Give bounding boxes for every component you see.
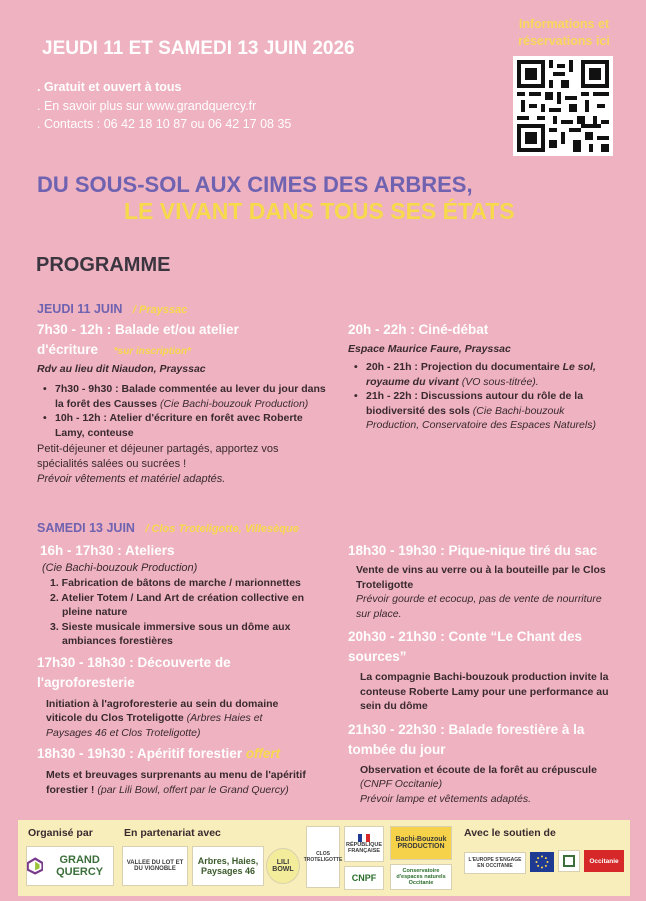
ateliers-sub: (Cie Bachi-bouzouk Production) — [42, 562, 198, 574]
logo-leader — [558, 850, 580, 872]
logo-vallee-du-lot: VALLEE DU LOT ET DU VIGNOBLE — [122, 846, 188, 886]
logo-cnpf: CNPF — [344, 866, 384, 890]
slot1-text-italic: Prévoir vêtements et matériel adaptés. — [37, 473, 226, 485]
slot1-sub: Rdv au lieu dit Niaudon, Prayssac — [37, 363, 206, 375]
balade-title-a: 21h30 - 22h30 : Balade forestière à la — [348, 721, 585, 737]
logo-conservatoire: Conservatoire d'espaces naturels Occitanie — [390, 864, 452, 890]
logo-europe: L'EUROPE S'ENGAGE EN OCCITANIE — [464, 852, 526, 874]
footer-organise: Organisé par — [28, 827, 93, 839]
logo-clos-troteligotte: CLOS TROTELIGOTTE — [306, 826, 340, 888]
balade-title-b: tombée du jour — [348, 741, 446, 757]
slot1-title-b-row — [37, 340, 327, 362]
list-item: • 21h - 22h : Discussions autour du rôle de la biodiversité des sols (Cie Bachi-bouzouk Production, Conservatoire des Espaces Naturels) — [354, 389, 618, 433]
list-item: 3. Sieste musicale immersive sous un dôme aux ambiances forestières — [50, 620, 291, 647]
saturday-day: SAMEDI 13 JUIN — [37, 521, 135, 535]
footer-partenariat: En partenariat avec — [124, 827, 221, 839]
conte-text: La compagnie Bachi-bouzouk production invite la conteuse Roberte Lamy pour une performance au sein du dôme — [360, 671, 609, 712]
leader-icon — [562, 854, 576, 868]
saturday-place: / Clos Troteligotte, Villesèque — [145, 523, 299, 535]
slot2-list — [354, 360, 618, 433]
logo-republique-francaise: RÉPUBLIQUE FRANÇAISE — [344, 826, 384, 862]
qr-code-graphic — [517, 60, 609, 152]
programme-title: PROGRAMME — [36, 254, 171, 276]
event-dates: JEUDI 11 ET SAMEDI 13 JUIN 2026 — [42, 38, 355, 59]
eu-stars-icon — [535, 855, 549, 869]
aperitif-offert: offert — [245, 746, 281, 761]
qr-code[interactable] — [513, 56, 613, 156]
slot1-text: Petit-déjeuner et déjeuner partagés, apportez vos spécialités salées ou sucrées ! — [37, 443, 279, 470]
info-contacts: . Contacts : 06 42 18 10 87 ou 06 42 17 08 35 — [37, 117, 292, 131]
logo-occitanie: Occitanie — [584, 850, 624, 872]
thursday-slot1 — [37, 320, 327, 487]
aperitif-title: 18h30 - 19h30 : Apéritif forestier — [37, 746, 246, 761]
balade-text2: Prévoir lampe et vêtements adaptés. — [360, 792, 532, 805]
ateliers-title: 16h - 17h30 : Ateliers — [40, 543, 175, 558]
footer-logos — [18, 820, 630, 896]
logo-arbres-haies-paysages: Arbres, Haies, Paysages 46 — [192, 846, 264, 886]
conte-title-a: 20h30 - 21h30 : Conte “Le Chant des — [348, 629, 583, 644]
list-item: 1. Fabrication de bâtons de marche / marionnettes — [50, 577, 301, 589]
conte-title-b: sources” — [348, 649, 407, 664]
thursday-place: / Prayssac — [132, 304, 188, 316]
headline-line1: DU SOUS-SOL AUX CIMES DES ARBRES, — [37, 172, 473, 197]
picnic-text-bold: Vente de vins au verre ou à la bouteille par le Clos Troteligotte — [356, 564, 606, 591]
info-website: . En savoir plus sur www.grandquercy.fr — [37, 99, 257, 113]
slot2-title: 20h - 22h : Ciné-débat — [348, 322, 489, 337]
picnic-text-italic: Prévoir gourde et ecocup, pas de vente de nourriture sur place. — [356, 593, 602, 620]
slot1-title-a: 7h30 - 12h : Balade et/ou atelier — [37, 322, 239, 337]
picnic-title: 18h30 - 19h30 : Pique-nique tiré du sac — [348, 543, 598, 558]
footer-soutien: Avec le soutien de — [464, 827, 556, 839]
saturday-heading — [37, 519, 299, 537]
saturday-right — [348, 541, 626, 806]
logo-lili-bowl: LILI BOWL — [266, 848, 300, 884]
list-item: 2. Atelier Totem / Land Art de création collective en pleine nature — [50, 591, 305, 618]
saturday-left — [37, 541, 330, 797]
qr-label: Informations et réservations ici — [518, 17, 610, 48]
list-item: • 10h - 12h : Atelier d'écriture en forêt avec Roberte Lamy, conteuse — [43, 411, 333, 440]
list-item: • 20h - 21h : Projection du documentaire Le sol, royaume du vivant (VO sous-titrée). — [354, 360, 618, 389]
slot2-sub: Espace Maurice Faure, Prayssac — [348, 343, 511, 355]
thursday-slot2 — [348, 320, 618, 433]
aperitif-title-row — [37, 744, 330, 764]
aperitif-text: Mets et breuvages surprenants au menu de l'apéritif forestier ! (par Lili Bowl, offert par le Grand Quercy) — [46, 769, 306, 796]
flag-icon — [357, 834, 371, 842]
thursday-heading — [37, 300, 187, 318]
list-item: • 7h30 - 9h30 : Balade commentée au lever du jour dans la forêt des Causses (Cie Bachi-bouzouk Production) — [43, 382, 333, 411]
ateliers-list — [50, 576, 320, 649]
agro-text: Initiation à l'agroforesterie au sein du domaine viticole du Clos Troteligotte (Arbres Haies et Paysages 46 et Clos Troteligotte) — [46, 697, 279, 739]
grand-quercy-icon — [27, 855, 43, 877]
info-free: . Gratuit et ouvert à tous — [37, 80, 182, 94]
balade-text: Observation et écoute de la forêt au crépuscule (CNPF Occitanie) — [360, 763, 597, 790]
slot1-title-b: d'écriture — [37, 342, 98, 357]
logo-grand-quercy: GRAND QUERCY — [26, 846, 114, 886]
logo-eu-flag — [530, 852, 554, 872]
headline-line2: LE VIVANT DANS TOUS SES ÉTATS — [124, 198, 515, 224]
logo-bachi-bouzouk: Bachi-Bouzouk PRODUCTION — [390, 826, 452, 860]
agro-title-a: 17h30 - 18h30 : Découverte de — [37, 654, 231, 670]
thursday-day: JEUDI 11 JUIN — [37, 302, 123, 316]
slot1-note: *sur inscription* — [113, 346, 191, 357]
agro-title-b: l'agroforesterie — [37, 674, 135, 690]
slot1-list — [43, 382, 333, 440]
